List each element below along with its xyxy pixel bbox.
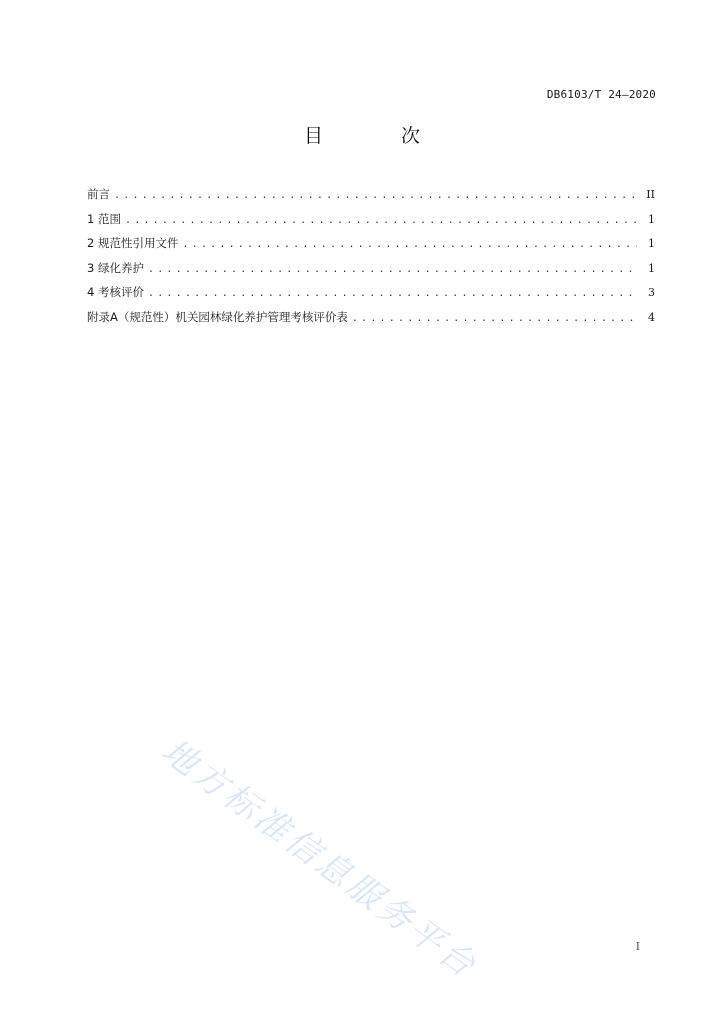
toc-leader-dots [182,239,637,250]
toc-entry-appendix-a[interactable] [87,309,655,334]
toc-entry-page: 1 [648,261,655,275]
toc-entry-foreword[interactable] [87,186,655,211]
toc-entry-label: 1 范围 [87,211,121,226]
toc-entry-page: II [646,188,655,201]
table-of-contents [87,186,655,333]
toc-leader-dots [352,313,637,324]
toc-entry-greening-maintenance[interactable] [87,260,655,285]
toc-entry-assessment[interactable] [87,284,655,309]
standard-code: DB6103/T 24—2020 [546,88,656,101]
toc-entry-normative-references[interactable] [87,235,655,260]
toc-entry-scope[interactable] [87,211,655,236]
toc-leader-dots [125,215,637,226]
toc-entry-label: 2 规范性引用文件 [87,236,179,250]
toc-entry-page: 4 [648,310,655,324]
page-title: 目 次 [303,125,457,147]
toc-entry-label: 前言 [87,187,110,201]
watermark: 地方标准信息服务平台 [154,731,486,987]
toc-entry-page: 1 [648,237,655,250]
toc-entry-label: 4 考核评价 [87,285,144,299]
toc-entry-label: 3 绿化养护 [87,260,144,275]
toc-entry-page: 1 [648,212,655,226]
toc-entry-page: 3 [648,286,655,299]
toc-entry-label: 附录A（规范性）机关园林绿化养护管理考核评价表 [87,309,348,324]
toc-leader-dots [148,264,637,275]
toc-leader-dots [148,288,637,299]
page-number: I [635,940,640,953]
toc-leader-dots [114,190,637,201]
